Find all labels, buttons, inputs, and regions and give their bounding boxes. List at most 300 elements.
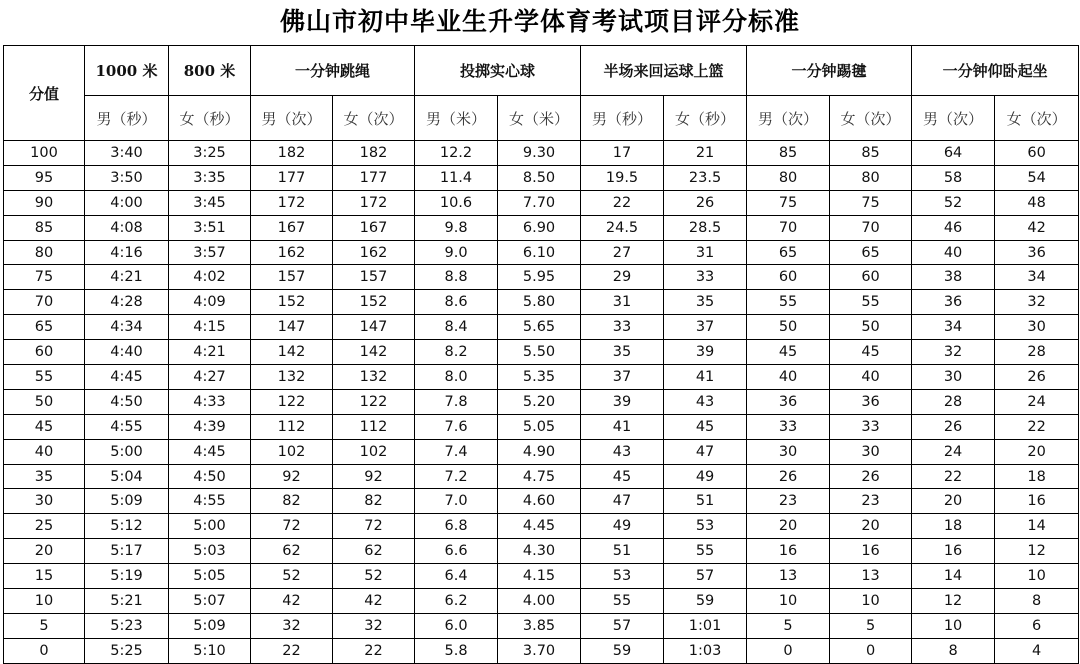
table-cell: 39: [581, 389, 664, 414]
table-cell: 14: [912, 564, 995, 589]
table-cell: 18: [995, 464, 1079, 489]
table-cell: 21: [664, 141, 747, 166]
table-cell: 41: [664, 365, 747, 390]
score-cell: 70: [4, 290, 85, 315]
table-cell: 32: [251, 613, 333, 638]
table-cell: 22: [251, 638, 333, 663]
table-cell: 55: [581, 589, 664, 614]
table-cell: 12: [995, 539, 1079, 564]
table-cell: 10: [912, 613, 995, 638]
table-cell: 6: [995, 613, 1079, 638]
table-cell: 4: [995, 638, 1079, 663]
table-cell: 4.75: [498, 464, 581, 489]
subheader-cell: 女（米）: [498, 96, 581, 141]
table-cell: 17: [581, 141, 664, 166]
score-cell: 20: [4, 539, 85, 564]
table-cell: 16: [830, 539, 912, 564]
score-header: 分值: [4, 46, 85, 141]
score-cell: 65: [4, 315, 85, 340]
table-cell: 30: [912, 365, 995, 390]
table-cell: 33: [664, 265, 747, 290]
table-cell: 13: [830, 564, 912, 589]
table-cell: 47: [664, 439, 747, 464]
table-cell: 5.95: [498, 265, 581, 290]
table-cell: 45: [581, 464, 664, 489]
table-cell: 37: [664, 315, 747, 340]
subheader-cell: 男（米）: [415, 96, 498, 141]
event-header-1000m: 1000 米: [85, 46, 169, 96]
table-row: [4, 489, 1079, 514]
table-cell: 7.8: [415, 389, 498, 414]
table-cell: 23.5: [664, 165, 747, 190]
table-cell: 4:28: [85, 290, 169, 315]
subheader-cell: 男（秒）: [85, 96, 169, 141]
table-cell: 12: [912, 589, 995, 614]
table-cell: 6.90: [498, 215, 581, 240]
subheader-cell: 男（次）: [747, 96, 830, 141]
table-cell: 4:02: [169, 265, 251, 290]
table-cell: 13: [747, 564, 830, 589]
table-cell: 33: [830, 414, 912, 439]
table-cell: 3:40: [85, 141, 169, 166]
table-cell: 5:17: [85, 539, 169, 564]
table-cell: 5: [747, 613, 830, 638]
table-cell: 24.5: [581, 215, 664, 240]
table-cell: 24: [912, 439, 995, 464]
score-cell: 40: [4, 439, 85, 464]
table-cell: 9.30: [498, 141, 581, 166]
scoring-table: [3, 45, 1079, 664]
score-cell: 90: [4, 190, 85, 215]
table-cell: 5.8: [415, 638, 498, 663]
table-cell: 8.4: [415, 315, 498, 340]
table-row: [4, 464, 1079, 489]
table-cell: 4:21: [169, 340, 251, 365]
header-row-units: [4, 96, 1079, 141]
table-cell: 4:45: [169, 439, 251, 464]
table-cell: 18: [912, 514, 995, 539]
score-cell: 55: [4, 365, 85, 390]
table-cell: 4.60: [498, 489, 581, 514]
table-row: [4, 613, 1079, 638]
table-cell: 5:12: [85, 514, 169, 539]
subheader-cell: 女（次）: [333, 96, 415, 141]
table-cell: 11.4: [415, 165, 498, 190]
table-cell: 80: [830, 165, 912, 190]
score-cell: 0: [4, 638, 85, 663]
table-cell: 5:23: [85, 613, 169, 638]
table-cell: 30: [995, 315, 1079, 340]
table-cell: 75: [747, 190, 830, 215]
table-cell: 35: [664, 290, 747, 315]
table-cell: 57: [581, 613, 664, 638]
table-cell: 36: [747, 389, 830, 414]
table-cell: 3:50: [85, 165, 169, 190]
table-cell: 40: [912, 240, 995, 265]
table-row: [4, 141, 1079, 166]
table-cell: 22: [581, 190, 664, 215]
table-cell: 162: [333, 240, 415, 265]
table-cell: 5.50: [498, 340, 581, 365]
score-cell: 85: [4, 215, 85, 240]
table-cell: 42: [333, 589, 415, 614]
event-header-800m: 800 米: [169, 46, 251, 96]
table-cell: 57: [664, 564, 747, 589]
table-row: [4, 190, 1079, 215]
table-cell: 92: [333, 464, 415, 489]
table-cell: 10.6: [415, 190, 498, 215]
table-cell: 5.80: [498, 290, 581, 315]
table-cell: 20: [912, 489, 995, 514]
event-header-shuttlecock-kick: 一分钟踢毽: [747, 46, 912, 96]
table-cell: 47: [581, 489, 664, 514]
table-cell: 7.2: [415, 464, 498, 489]
table-cell: 6.2: [415, 589, 498, 614]
table-cell: 35: [581, 340, 664, 365]
subheader-cell: 女（秒）: [664, 96, 747, 141]
table-row: [4, 589, 1079, 614]
table-cell: 102: [333, 439, 415, 464]
table-cell: 4:08: [85, 215, 169, 240]
page-title: 佛山市初中毕业生升学体育考试项目评分标准: [279, 7, 800, 36]
table-cell: 50: [830, 315, 912, 340]
table-cell: 182: [251, 141, 333, 166]
table-cell: 5:00: [169, 514, 251, 539]
table-cell: 36: [912, 290, 995, 315]
table-cell: 26: [912, 414, 995, 439]
table-cell: 182: [333, 141, 415, 166]
table-cell: 3.70: [498, 638, 581, 663]
table-cell: 43: [581, 439, 664, 464]
table-cell: 72: [251, 514, 333, 539]
table-cell: 5:19: [85, 564, 169, 589]
table-cell: 10: [830, 589, 912, 614]
table-cell: 30: [747, 439, 830, 464]
table-cell: 62: [333, 539, 415, 564]
table-cell: 10: [995, 564, 1079, 589]
table-cell: 152: [251, 290, 333, 315]
table-cell: 4:21: [85, 265, 169, 290]
table-cell: 64: [912, 141, 995, 166]
table-cell: 8.2: [415, 340, 498, 365]
table-cell: 167: [251, 215, 333, 240]
score-cell: 50: [4, 389, 85, 414]
subheader-cell: 女（秒）: [169, 96, 251, 141]
table-cell: 5.35: [498, 365, 581, 390]
table-cell: 53: [581, 564, 664, 589]
table-row: [4, 414, 1079, 439]
table-cell: 6.4: [415, 564, 498, 589]
score-cell: 75: [4, 265, 85, 290]
table-cell: 5.65: [498, 315, 581, 340]
table-cell: 3:51: [169, 215, 251, 240]
table-cell: 80: [747, 165, 830, 190]
table-row: [4, 290, 1079, 315]
table-cell: 59: [664, 589, 747, 614]
table-cell: 14: [995, 514, 1079, 539]
table-cell: 3:45: [169, 190, 251, 215]
table-cell: 147: [333, 315, 415, 340]
table-cell: 4:27: [169, 365, 251, 390]
table-cell: 3.85: [498, 613, 581, 638]
table-cell: 45: [830, 340, 912, 365]
table-cell: 122: [251, 389, 333, 414]
table-cell: 54: [995, 165, 1079, 190]
table-cell: 62: [251, 539, 333, 564]
table-body: [4, 141, 1079, 664]
table-cell: 58: [912, 165, 995, 190]
table-cell: 19.5: [581, 165, 664, 190]
table-cell: 24: [995, 389, 1079, 414]
table-cell: 147: [251, 315, 333, 340]
table-cell: 7.4: [415, 439, 498, 464]
table-cell: 5:09: [169, 613, 251, 638]
table-cell: 34: [912, 315, 995, 340]
table-cell: 45: [664, 414, 747, 439]
table-cell: 16: [912, 539, 995, 564]
table-cell: 75: [830, 190, 912, 215]
table-cell: 32: [995, 290, 1079, 315]
table-cell: 26: [747, 464, 830, 489]
table-cell: 4:15: [169, 315, 251, 340]
table-cell: 20: [830, 514, 912, 539]
table-cell: 142: [251, 340, 333, 365]
table-cell: 0: [830, 638, 912, 663]
score-cell: 25: [4, 514, 85, 539]
table-cell: 157: [251, 265, 333, 290]
table-cell: 26: [664, 190, 747, 215]
table-row: [4, 439, 1079, 464]
table-cell: 3:25: [169, 141, 251, 166]
table-cell: 4:55: [85, 414, 169, 439]
table-cell: 3:57: [169, 240, 251, 265]
table-cell: 43: [664, 389, 747, 414]
table-cell: 7.0: [415, 489, 498, 514]
table-cell: 65: [830, 240, 912, 265]
table-cell: 4:34: [85, 315, 169, 340]
score-cell: 10: [4, 589, 85, 614]
table-cell: 28.5: [664, 215, 747, 240]
event-header-sit-ups: 一分钟仰卧起坐: [912, 46, 1079, 96]
table-cell: 31: [664, 240, 747, 265]
event-header-medicine-ball: 投掷实心球: [415, 46, 581, 96]
table-cell: 22: [912, 464, 995, 489]
table-cell: 40: [830, 365, 912, 390]
table-cell: 4:33: [169, 389, 251, 414]
table-cell: 12.2: [415, 141, 498, 166]
table-cell: 26: [830, 464, 912, 489]
table-cell: 51: [581, 539, 664, 564]
table-cell: 6.6: [415, 539, 498, 564]
table-cell: 9.0: [415, 240, 498, 265]
table-cell: 6.0: [415, 613, 498, 638]
table-cell: 6.8: [415, 514, 498, 539]
table-cell: 65: [747, 240, 830, 265]
table-cell: 8.6: [415, 290, 498, 315]
event-header-jump-rope: 一分钟跳绳: [251, 46, 415, 96]
table-cell: 33: [747, 414, 830, 439]
table-cell: 4:40: [85, 340, 169, 365]
table-cell: 4:16: [85, 240, 169, 265]
table-cell: 8: [995, 589, 1079, 614]
table-row: [4, 514, 1079, 539]
table-cell: 50: [747, 315, 830, 340]
table-cell: 55: [747, 290, 830, 315]
table-cell: 60: [830, 265, 912, 290]
table-cell: 16: [995, 489, 1079, 514]
table-cell: 26: [995, 365, 1079, 390]
table-cell: 82: [333, 489, 415, 514]
table-cell: 51: [664, 489, 747, 514]
table-cell: 5:25: [85, 638, 169, 663]
score-cell: 95: [4, 165, 85, 190]
table-cell: 31: [581, 290, 664, 315]
score-cell: 35: [4, 464, 85, 489]
table-cell: 5:03: [169, 539, 251, 564]
table-cell: 5.20: [498, 389, 581, 414]
table-cell: 59: [581, 638, 664, 663]
table-cell: 172: [333, 190, 415, 215]
table-cell: 132: [333, 365, 415, 390]
table-cell: 5.05: [498, 414, 581, 439]
table-cell: 60: [995, 141, 1079, 166]
score-cell: 60: [4, 340, 85, 365]
table-cell: 172: [251, 190, 333, 215]
table-cell: 85: [747, 141, 830, 166]
table-cell: 4.30: [498, 539, 581, 564]
event-header-basketball-layup: 半场来回运球上篮: [581, 46, 747, 96]
table-cell: 45: [747, 340, 830, 365]
table-cell: 5:10: [169, 638, 251, 663]
table-cell: 32: [333, 613, 415, 638]
score-cell: 45: [4, 414, 85, 439]
table-cell: 8.50: [498, 165, 581, 190]
table-cell: 28: [912, 389, 995, 414]
table-cell: 20: [995, 439, 1079, 464]
table-cell: 5:04: [85, 464, 169, 489]
table-cell: 52: [912, 190, 995, 215]
table-cell: 29: [581, 265, 664, 290]
table-cell: 4.90: [498, 439, 581, 464]
table-cell: 4:39: [169, 414, 251, 439]
table-cell: 4:09: [169, 290, 251, 315]
table-cell: 167: [333, 215, 415, 240]
table-cell: 177: [251, 165, 333, 190]
table-cell: 152: [333, 290, 415, 315]
table-cell: 9.8: [415, 215, 498, 240]
table-cell: 42: [251, 589, 333, 614]
table-cell: 38: [912, 265, 995, 290]
table-cell: 3:35: [169, 165, 251, 190]
table-cell: 22: [333, 638, 415, 663]
table-cell: 30: [830, 439, 912, 464]
table-row: [4, 365, 1079, 390]
table-cell: 16: [747, 539, 830, 564]
subheader-cell: 男（次）: [912, 96, 995, 141]
table-cell: 46: [912, 215, 995, 240]
table-cell: 8.8: [415, 265, 498, 290]
table-cell: 49: [581, 514, 664, 539]
score-cell: 5: [4, 613, 85, 638]
table-row: [4, 340, 1079, 365]
table-cell: 4.45: [498, 514, 581, 539]
table-cell: 92: [251, 464, 333, 489]
table-cell: 7.6: [415, 414, 498, 439]
subheader-cell: 女（次）: [830, 96, 912, 141]
table-cell: 52: [333, 564, 415, 589]
table-row: [4, 539, 1079, 564]
table-cell: 36: [995, 240, 1079, 265]
table-cell: 0: [747, 638, 830, 663]
table-cell: 4:45: [85, 365, 169, 390]
table-cell: 6.10: [498, 240, 581, 265]
table-cell: 4.00: [498, 589, 581, 614]
table-cell: 10: [747, 589, 830, 614]
table-cell: 70: [830, 215, 912, 240]
table-cell: 40: [747, 365, 830, 390]
table-cell: 53: [664, 514, 747, 539]
table-cell: 28: [995, 340, 1079, 365]
table-cell: 82: [251, 489, 333, 514]
table-cell: 70: [747, 215, 830, 240]
table-cell: 5:00: [85, 439, 169, 464]
table-cell: 55: [664, 539, 747, 564]
table-cell: 5:07: [169, 589, 251, 614]
table-cell: 5: [830, 613, 912, 638]
table-cell: 4:00: [85, 190, 169, 215]
table-cell: 27: [581, 240, 664, 265]
table-row: [4, 638, 1079, 663]
table-cell: 49: [664, 464, 747, 489]
score-cell: 100: [4, 141, 85, 166]
table-row: [4, 215, 1079, 240]
table-cell: 157: [333, 265, 415, 290]
table-cell: 4:50: [85, 389, 169, 414]
header-row-events: [4, 46, 1079, 96]
table-row: [4, 165, 1079, 190]
table-cell: 1:03: [664, 638, 747, 663]
table-cell: 20: [747, 514, 830, 539]
score-cell: 15: [4, 564, 85, 589]
table-cell: 42: [995, 215, 1079, 240]
subheader-cell: 女（次）: [995, 96, 1079, 141]
table-cell: 4.15: [498, 564, 581, 589]
table-cell: 8: [912, 638, 995, 663]
table-cell: 39: [664, 340, 747, 365]
table-cell: 85: [830, 141, 912, 166]
table-cell: 34: [995, 265, 1079, 290]
table-cell: 32: [912, 340, 995, 365]
table-cell: 112: [251, 414, 333, 439]
table-cell: 37: [581, 365, 664, 390]
table-cell: 7.70: [498, 190, 581, 215]
table-cell: 142: [333, 340, 415, 365]
table-cell: 23: [747, 489, 830, 514]
table-cell: 48: [995, 190, 1079, 215]
table-cell: 4:55: [169, 489, 251, 514]
table-cell: 4:50: [169, 464, 251, 489]
table-row: [4, 564, 1079, 589]
score-cell: 30: [4, 489, 85, 514]
table-cell: 5:05: [169, 564, 251, 589]
table-cell: 8.0: [415, 365, 498, 390]
table-cell: 23: [830, 489, 912, 514]
table-row: [4, 240, 1079, 265]
table-cell: 132: [251, 365, 333, 390]
table-row: [4, 315, 1079, 340]
table-row: [4, 265, 1079, 290]
subheader-cell: 男（次）: [251, 96, 333, 141]
